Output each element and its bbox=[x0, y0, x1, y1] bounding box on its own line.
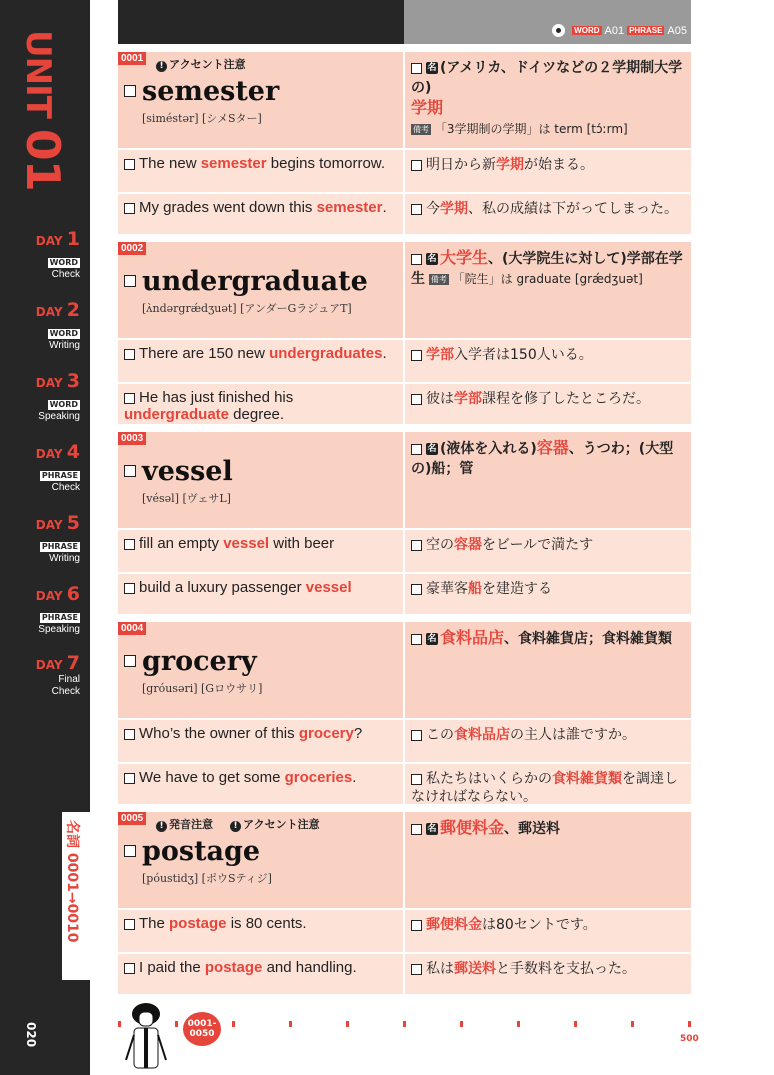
example-en: build a luxury passenger vessel bbox=[124, 579, 397, 596]
checkbox[interactable] bbox=[411, 964, 422, 975]
day-nav-7[interactable] bbox=[10, 652, 80, 698]
example-en-row bbox=[118, 910, 403, 952]
pronunciation: [siméstər] [シメSター] bbox=[142, 112, 262, 125]
entry-definition-cell bbox=[405, 52, 691, 148]
entry-definition-cell bbox=[405, 432, 691, 528]
checkbox[interactable] bbox=[411, 774, 422, 785]
checkbox[interactable] bbox=[124, 349, 135, 360]
example-en: The postage is 80 cents. bbox=[124, 915, 397, 932]
headword: grocery bbox=[124, 646, 257, 677]
day-sub: Final bbox=[58, 674, 80, 685]
day-nav-4[interactable] bbox=[10, 441, 80, 494]
progress-tick bbox=[517, 1021, 520, 1027]
checkbox[interactable] bbox=[411, 350, 422, 361]
pronunciation: [ʌ̀ndərgrǽdʒuət] [アンダーGラジュアT] bbox=[142, 302, 352, 315]
entry-definition-cell bbox=[405, 242, 691, 338]
day-tag: WORD bbox=[49, 400, 78, 409]
note-badge: ! アクセント注意 bbox=[230, 816, 320, 832]
entry-number: 0002 bbox=[118, 242, 146, 255]
noun-icon: 名 bbox=[427, 824, 437, 834]
progress-tick bbox=[631, 1021, 634, 1027]
day-label: DAY 4 bbox=[35, 441, 80, 463]
definition: 名 食料品店、食料雑貨店；食料雑貨類 bbox=[411, 628, 685, 649]
checkbox[interactable] bbox=[411, 730, 422, 741]
day-nav-2[interactable] bbox=[10, 299, 80, 352]
checkbox[interactable] bbox=[124, 655, 136, 667]
example-ja-row bbox=[405, 954, 691, 994]
checkbox[interactable] bbox=[124, 539, 135, 550]
progress-tick bbox=[118, 1021, 121, 1027]
example-en: fill an empty vessel with beer bbox=[124, 535, 397, 552]
checkbox[interactable] bbox=[411, 540, 422, 551]
entry-headword-cell bbox=[118, 812, 403, 908]
day-sub: Speaking bbox=[38, 624, 80, 635]
day-label: DAY 7 bbox=[35, 652, 80, 674]
example-ja-row bbox=[405, 910, 691, 952]
checkbox[interactable] bbox=[411, 634, 422, 645]
note-badge: ! アクセント注意 bbox=[156, 56, 246, 72]
example-en: My grades went down this semester. bbox=[124, 199, 397, 216]
phrase-track: A05 bbox=[667, 24, 687, 37]
phrase-label: PHRASE bbox=[629, 26, 663, 35]
noun-icon: 名 bbox=[427, 63, 437, 73]
checkbox[interactable] bbox=[124, 963, 135, 974]
day-sub: Writing bbox=[49, 553, 80, 564]
header-bar-right bbox=[404, 0, 691, 44]
checkbox[interactable] bbox=[124, 583, 135, 594]
checkbox[interactable] bbox=[411, 63, 422, 74]
day-label: DAY 5 bbox=[35, 512, 80, 534]
day-tag: PHRASE bbox=[41, 613, 78, 622]
day-sub2: Check bbox=[51, 686, 80, 697]
unit-word: UNIT bbox=[18, 30, 58, 118]
day-label: DAY 3 bbox=[35, 370, 80, 392]
progress-tick bbox=[175, 1021, 178, 1027]
day-sub: Speaking bbox=[38, 411, 80, 422]
example-en-row bbox=[118, 384, 403, 424]
example-ja: 彼は学部課程を修了したところだ。 bbox=[411, 390, 685, 408]
entry-definition-cell bbox=[405, 812, 691, 908]
day-nav-1[interactable] bbox=[10, 228, 80, 281]
checkbox[interactable] bbox=[124, 845, 136, 857]
example-en: He has just finished his undergraduate degree. bbox=[124, 389, 294, 423]
day-nav-5[interactable] bbox=[10, 512, 80, 565]
day-tag: PHRASE bbox=[41, 542, 78, 551]
header-bar-left bbox=[118, 0, 404, 44]
example-en-row bbox=[118, 574, 403, 614]
pronunciation: [gróusəri] [Gロウサリ] bbox=[142, 682, 263, 695]
section-tab-label: 名詞 0001→0010 bbox=[64, 820, 80, 943]
example-en-row bbox=[118, 150, 403, 192]
example-ja-row bbox=[405, 574, 691, 614]
checkbox[interactable] bbox=[411, 920, 422, 931]
example-en-row bbox=[118, 194, 403, 234]
sidebar bbox=[0, 0, 90, 1075]
pronunciation: [vésəl] [ヴェサL] bbox=[142, 492, 231, 505]
progress-tick bbox=[403, 1021, 406, 1027]
entry-number: 0005 bbox=[118, 812, 146, 825]
day-tag: WORD bbox=[49, 329, 78, 338]
progress-tick bbox=[232, 1021, 235, 1027]
example-ja-row bbox=[405, 764, 691, 804]
entry-definition-cell bbox=[405, 622, 691, 718]
pronunciation: [póustidʒ] [ポウSティジ] bbox=[142, 872, 272, 885]
example-en: There are 150 new undergraduates. bbox=[124, 345, 397, 362]
checkbox[interactable] bbox=[411, 254, 422, 265]
checkbox[interactable] bbox=[411, 394, 422, 405]
day-tag: WORD bbox=[49, 258, 78, 267]
day-nav-6[interactable] bbox=[10, 583, 80, 636]
checkbox[interactable] bbox=[124, 159, 135, 170]
example-ja: 私たちはいくらかの食料雑貨類を調達しなければならない。 bbox=[411, 771, 678, 805]
entry-headword-cell bbox=[118, 622, 403, 718]
day-tag: PHRASE bbox=[41, 471, 78, 480]
definition: 名 大学生、(大学院生に対して)学部在学生 備考 「院生」は graduate [grǽdʒuət] bbox=[411, 248, 683, 287]
progress-tick bbox=[688, 1021, 691, 1027]
noun-icon: 名 bbox=[427, 444, 437, 454]
day-sub: Check bbox=[51, 269, 80, 280]
example-en-row bbox=[118, 530, 403, 572]
bubble-line2: 0050 bbox=[189, 1029, 215, 1039]
cd-icon bbox=[552, 24, 565, 37]
entry-headword-cell bbox=[118, 432, 403, 528]
day-sub: Writing bbox=[49, 340, 80, 351]
example-en-row bbox=[118, 720, 403, 762]
word-track: A01 bbox=[604, 24, 625, 37]
example-en-row bbox=[118, 764, 403, 804]
noun-icon: 名 bbox=[427, 634, 437, 644]
checkbox[interactable] bbox=[124, 393, 135, 404]
entry-headword-cell bbox=[118, 52, 403, 148]
checkbox[interactable] bbox=[124, 203, 135, 214]
unit-number: 01 bbox=[16, 128, 70, 191]
checkbox[interactable] bbox=[124, 465, 136, 477]
checkbox[interactable] bbox=[124, 773, 135, 784]
day-label: DAY 6 bbox=[35, 583, 80, 605]
example-en: Who’s the owner of this grocery? bbox=[124, 725, 397, 742]
remark: 備考 「院生」は graduate [grǽdʒuət] bbox=[430, 272, 643, 286]
checkbox[interactable] bbox=[411, 824, 422, 835]
headword: semester bbox=[124, 76, 279, 107]
word-label: WORD bbox=[574, 26, 600, 35]
progress-tick bbox=[574, 1021, 577, 1027]
day-nav-3[interactable] bbox=[10, 370, 80, 423]
example-en-row bbox=[118, 340, 403, 382]
example-en: We have to get some groceries. bbox=[124, 769, 397, 786]
note-badge: ! 発音注意 bbox=[156, 816, 213, 832]
mascot-illustration bbox=[122, 1000, 170, 1075]
checkbox[interactable] bbox=[124, 85, 136, 97]
example-ja: 明日から新学期が始まる。 bbox=[411, 156, 685, 174]
noun-icon: 名 bbox=[427, 254, 437, 264]
checkbox[interactable] bbox=[411, 444, 422, 455]
section-tab bbox=[62, 812, 90, 980]
example-ja: 豪華客船を建造する bbox=[411, 580, 685, 598]
example-en: I paid the postage and handling. bbox=[124, 959, 397, 976]
definition: 名 郵便料金、郵送料 bbox=[411, 818, 685, 839]
headword: undergraduate bbox=[124, 266, 368, 297]
entry-number: 0004 bbox=[118, 622, 146, 635]
example-ja: この食料品店の主人は誰ですか。 bbox=[411, 726, 685, 744]
entry-number: 0003 bbox=[118, 432, 146, 445]
checkbox[interactable] bbox=[411, 160, 422, 171]
entry-number: 0001 bbox=[118, 52, 146, 65]
headword: vessel bbox=[124, 456, 233, 487]
checkbox[interactable] bbox=[124, 729, 135, 740]
example-ja: 今学期、私の成績は下がってしまった。 bbox=[411, 200, 685, 218]
example-ja: 空の容器をビールで満たす bbox=[411, 536, 685, 554]
headword: postage bbox=[124, 836, 260, 867]
example-ja-row bbox=[405, 720, 691, 762]
example-ja: 郵便料金は80セントです。 bbox=[411, 916, 685, 934]
example-en-row bbox=[118, 954, 403, 994]
checkbox[interactable] bbox=[411, 584, 422, 595]
page-number: 020 bbox=[24, 1022, 38, 1048]
definition: 名 (アメリカ、ドイツなどの２学期制大学の) 学期 備考 「3学期制の学期」は term [tɔ́ːrm] bbox=[411, 60, 683, 136]
example-ja: 学部入学者は150人いる。 bbox=[411, 346, 685, 364]
example-ja-row bbox=[405, 194, 691, 234]
checkbox[interactable] bbox=[124, 275, 136, 287]
progress-tick bbox=[346, 1021, 349, 1027]
remark: 備考 「3学期制の学期」は term [tɔ́ːrm] bbox=[413, 122, 628, 136]
progress-bubble bbox=[183, 1012, 221, 1046]
example-ja-row bbox=[405, 384, 691, 424]
entry-headword-cell bbox=[118, 242, 403, 338]
progress-end-label: 500 bbox=[680, 1034, 699, 1044]
checkbox[interactable] bbox=[411, 204, 422, 215]
example-ja-row bbox=[405, 530, 691, 572]
example-ja-row bbox=[405, 340, 691, 382]
progress-tick bbox=[289, 1021, 292, 1027]
progress-tick bbox=[460, 1021, 463, 1027]
audio-track-legend bbox=[552, 24, 687, 37]
day-sub: Check bbox=[51, 482, 80, 493]
example-ja: 私は郵送料と手数料を支払った。 bbox=[411, 960, 685, 978]
checkbox[interactable] bbox=[124, 919, 135, 930]
bubble-line1: 0001- bbox=[187, 1019, 217, 1029]
day-label: DAY 1 bbox=[35, 228, 80, 250]
example-ja-row bbox=[405, 150, 691, 192]
unit-title bbox=[16, 30, 70, 191]
day-label: DAY 2 bbox=[35, 299, 80, 321]
definition: 名 (液体を入れる)容器、うつわ；(大型の)船；管 bbox=[411, 438, 674, 477]
example-en: The new semester begins tomorrow. bbox=[124, 155, 397, 172]
